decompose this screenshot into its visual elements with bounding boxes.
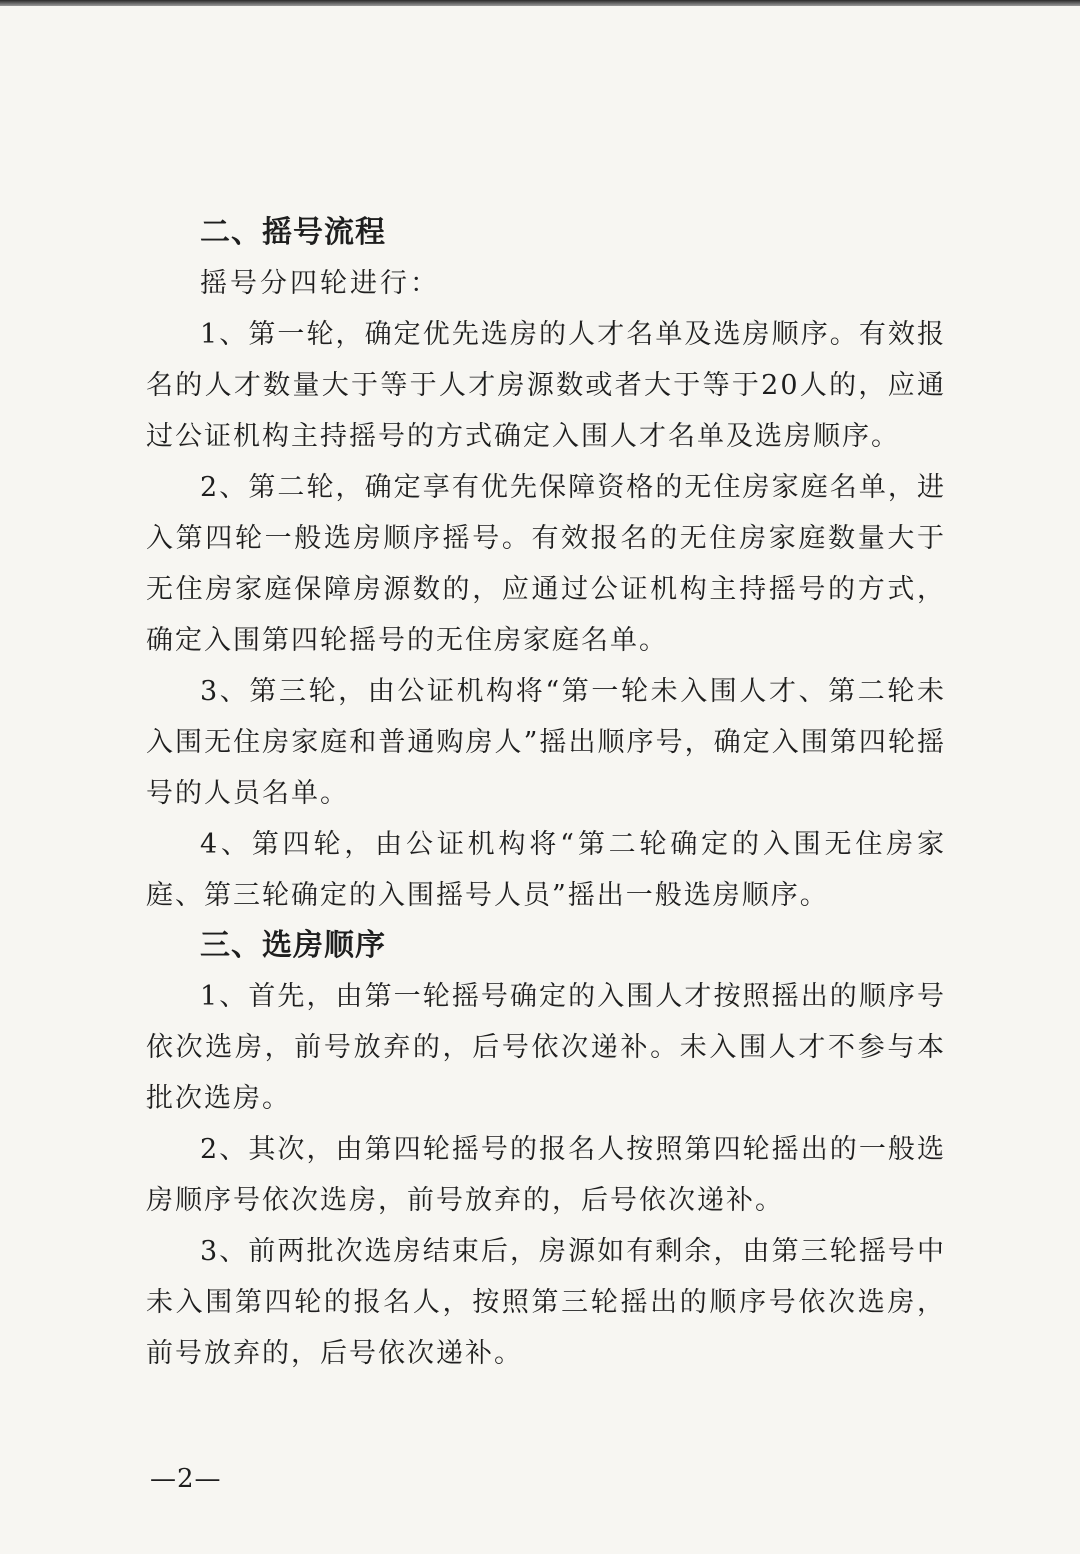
- section-2-heading: 二、摇号流程: [200, 215, 386, 250]
- page-number: —2—: [150, 1464, 222, 1494]
- section-2-intro: 摇号分四轮进行：: [200, 268, 440, 299]
- section-2-item-2: 2、第二轮，确定享有优先保障资格的无住房家庭名单，进入第四轮一般选房顺序摇号。有效报名的无住房家庭数量大于无住房家庭保障房源数的，应通过公证机构主持摇号的方式，确定入围第四轮摇号的无住房家庭名单。: [146, 472, 946, 656]
- section-3-heading: 三、选房顺序: [200, 928, 386, 963]
- scan-top-edge: [0, 0, 1080, 6]
- section-2-item-4: 4、第四轮，由公证机构将“第二轮确定的入围无住房家庭、第三轮确定的入围摇号人员”摇出一般选房顺序。: [146, 829, 946, 911]
- section-3-item-3: 3、前两批次选房结束后，房源如有剩余，由第三轮摇号中未入围第四轮的报名人，按照第三轮摇出的顺序号依次选房，前号放弃的，后号依次递补。: [146, 1236, 946, 1369]
- section-3-item-1: 1、首先，由第一轮摇号确定的入围人才按照摇出的顺序号依次选房，前号放弃的，后号依次递补。未入围人才不参与本批次选房。: [146, 981, 946, 1114]
- document-body: [146, 208, 946, 1379]
- section-3-item-2: 2、其次，由第四轮摇号的报名人按照第四轮摇出的一般选房顺序号依次选房，前号放弃的，后号依次递补。: [146, 1134, 946, 1216]
- section-2-item-1: 1、第一轮，确定优先选房的人才名单及选房顺序。有效报名的人才数量大于等于人才房源数或者大于等于20人的，应通过公证机构主持摇号的方式确定入围人才名单及选房顺序。: [146, 319, 946, 452]
- section-2-item-3: 3、第三轮，由公证机构将“第一轮未入围人才、第二轮未入围无住房家庭和普通购房人”摇出顺序号，确定入围第四轮摇号的人员名单。: [146, 676, 946, 809]
